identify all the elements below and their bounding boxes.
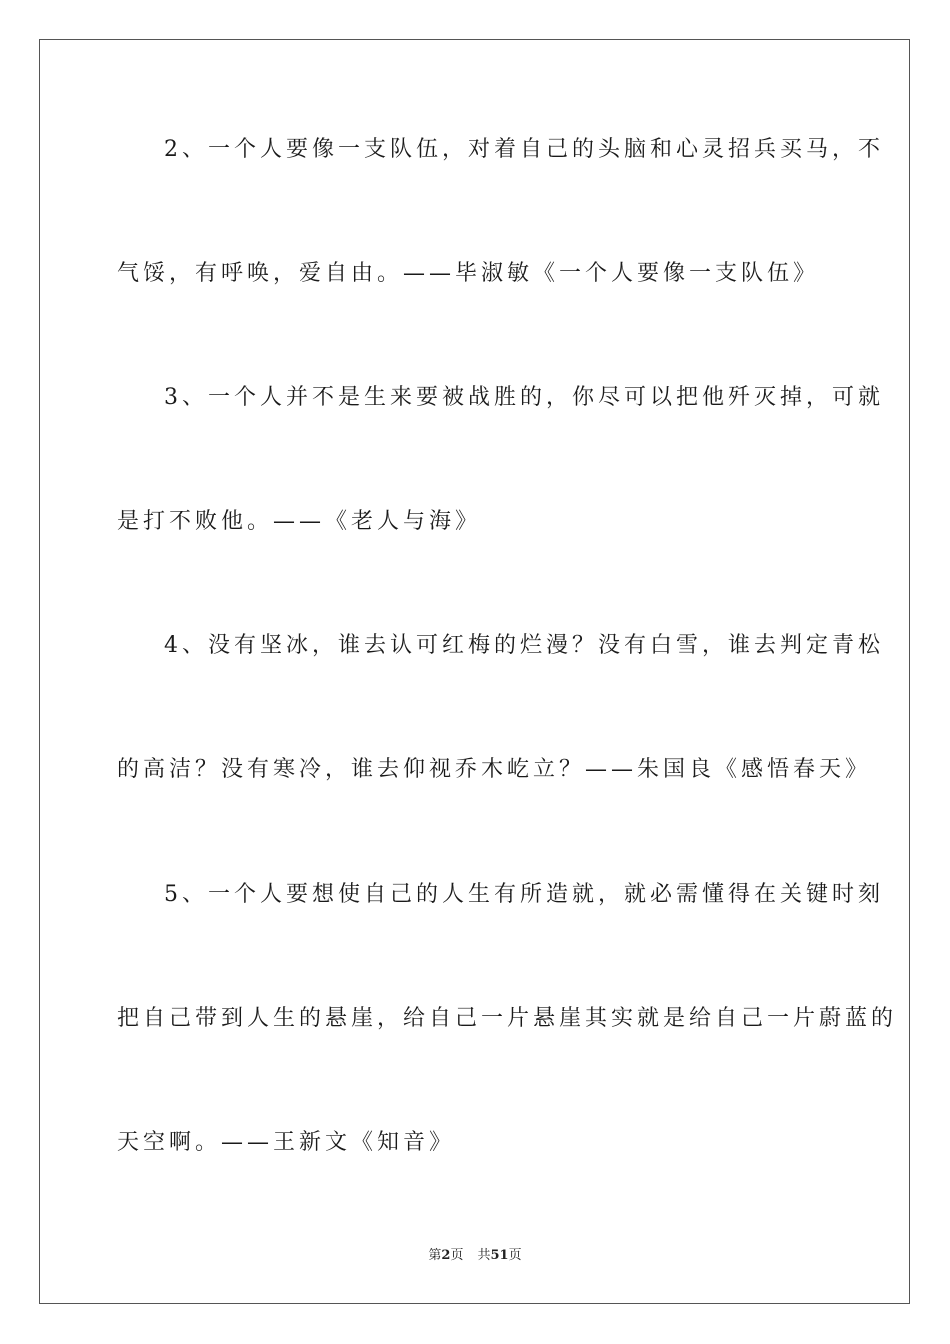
paragraph-2-line-1: 2、一个人要像一支队伍，对着自己的头脑和心灵招兵买马，不 [164,137,884,162]
page-number: 2 [441,1248,451,1263]
paragraph-4-line-2: 的高洁？没有寒冷，谁去仰视乔木屹立？——朱国良《感悟春天》 [117,757,872,782]
total-suffix: 页 [508,1248,522,1263]
paragraph-5-line-2: 把自己带到人生的悬崖，给自己一片悬崖其实就是给自己一片蔚蓝的 [117,1006,898,1031]
page-prefix: 第 [428,1248,442,1263]
paragraph-2-line-2: 气馁，有呼唤，爱自由。——毕淑敏《一个人要像一支队伍》 [117,261,820,286]
paragraph-5-line-3: 天空啊。——王新文《知音》 [117,1130,456,1155]
total-pages: 51 [490,1248,509,1263]
paragraph-4-line-1: 4、没有坚冰，谁去认可红梅的烂漫？没有白雪，谁去判定青松 [164,633,884,658]
paragraph-3-line-1: 3、一个人并不是生来要被战胜的，你尽可以把他歼灭掉，可就 [164,385,884,410]
page-footer [0,1247,950,1265]
paragraph-5-line-1: 5、一个人要想使自己的人生有所造就，就必需懂得在关键时刻 [164,882,884,907]
total-prefix: 共 [477,1248,491,1263]
page-suffix: 页 [450,1248,464,1263]
paragraph-3-line-2: 是打不败他。——《老人与海》 [117,509,482,534]
page-border [39,39,910,1304]
